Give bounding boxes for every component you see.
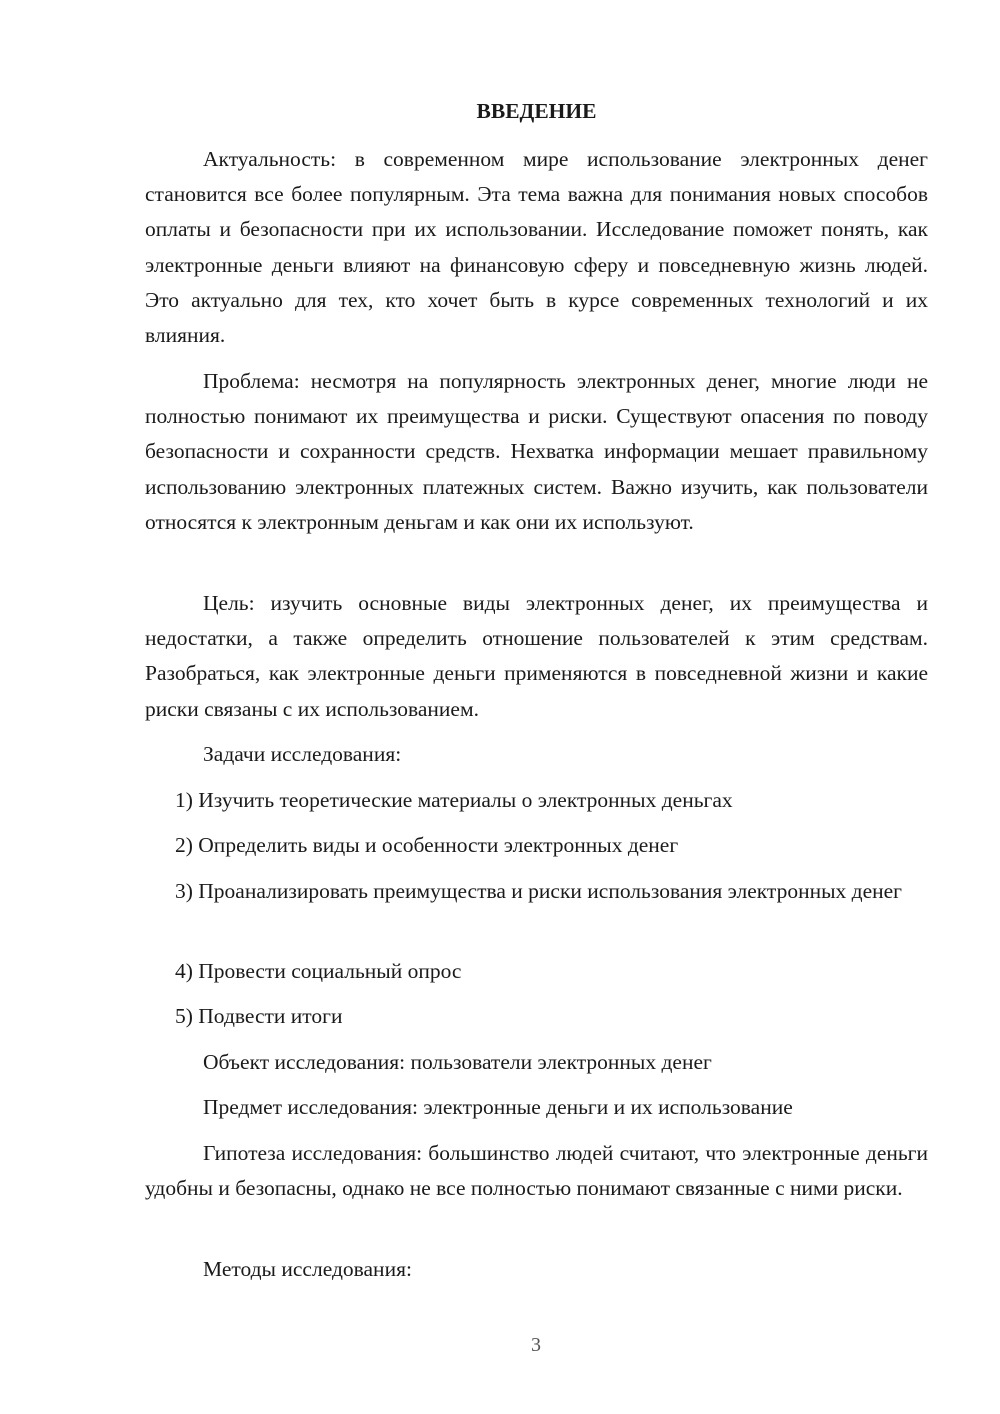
relevance-paragraph: Актуальность: в современном мире использование электронных денег становится все более популярным. Эта тема важна для понимания новых способов оплаты и безопасности при их использовании. Исследование поможет понять, как электронные деньги влияют на финансовую сферу и повседневную жизнь людей. Это актуально для тех, кто хочет быть в курсе современных технологий и их влияния.: [145, 147, 928, 348]
page-title: ВВЕДЕНИЕ: [476, 99, 597, 123]
task-item: 4) Провести социальный опрос: [175, 959, 462, 983]
page-number: 3: [531, 1334, 541, 1356]
research-subject: Предмет исследования: электронные деньги и их использование: [203, 1095, 793, 1119]
task-item: 3) Проанализировать преимущества и риски использования электронных денег: [175, 879, 903, 903]
goal-paragraph: Цель: изучить основные виды электронных денег, их преимущества и недостатки, а также определить отношение пользователей к этим средствам. Разобраться, как электронные деньги применяются в повседневной жизни и какие риски связаны с их использованием.: [145, 591, 928, 721]
task-item: 2) Определить виды и особенности электронных денег: [175, 833, 679, 857]
problem-paragraph: Проблема: несмотря на популярность электронных денег, многие люди не полностью понимают их преимущества и риски. Существуют опасения по поводу безопасности и сохранности средств. Нехватка информации мешает правильному использованию электронных платежных систем. Важно изучить, как пользователи относятся к электронным деньгам и как они их используют.: [145, 369, 928, 534]
hypothesis-paragraph: Гипотеза исследования: большинство людей считают, что электронные деньги удобны и безопасны, однако не все полностью понимают связанные с ними риски.: [145, 1141, 928, 1201]
task-item: 5) Подвести итоги: [175, 1004, 343, 1028]
tasks-heading: Задачи исследования:: [203, 742, 402, 766]
research-object: Объект исследования: пользователи электронных денег: [203, 1050, 712, 1074]
task-item: 1) Изучить теоретические материалы о электронных деньгах: [175, 788, 733, 812]
methods-heading: Методы исследования:: [203, 1257, 412, 1281]
